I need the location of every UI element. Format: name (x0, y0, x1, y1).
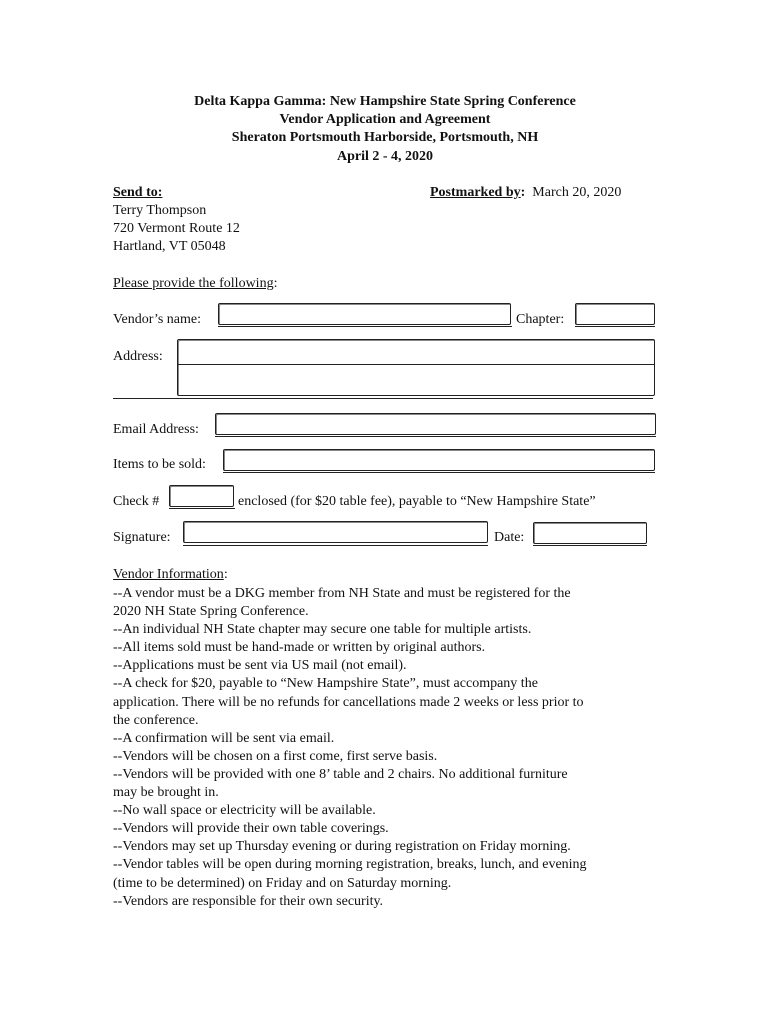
address-underline (113, 398, 653, 399)
header-title: Delta Kappa Gamma: New Hampshire State Spring Conference (194, 94, 576, 109)
vendor-info-line: --Vendors will be provided with one 8’ table and 2 chairs. No additional furniture (113, 766, 568, 782)
signature-underline (183, 545, 488, 546)
vendor-info-line: 2020 NH State Spring Conference. (113, 604, 309, 620)
items-underline (223, 472, 655, 473)
vendor-info-line: --Vendors will provide their own table coverings. (113, 821, 389, 837)
send-to-city: Hartland, VT 05048 (113, 239, 226, 254)
vendor-info-line: --A confirmation will be sent via email. (113, 730, 335, 746)
vendor-info-line: --All items sold must be hand-made or written by original authors. (113, 640, 486, 656)
vendor-info-line: --A check for $20, payable to “New Hampshire State”, must accompany the (113, 676, 538, 692)
send-to-name: Terry Thompson (113, 203, 207, 218)
check-label: Check # (113, 494, 160, 509)
chapter-underline (575, 326, 655, 327)
postmark-label: Postmarked by (430, 185, 521, 200)
vendor-info-line: --No wall space or electricity will be available. (113, 803, 376, 819)
vendor-name-underline (218, 326, 512, 327)
vendor-info-heading (113, 567, 228, 583)
vendor-info-colon: : (223, 567, 228, 582)
vendor-name-field[interactable] (218, 303, 511, 325)
chapter-label: Chapter: (516, 312, 565, 327)
vendor-info-line: --Vendors will be chosen on a first come, first serve basis. (113, 748, 438, 764)
vendor-info-line: --A vendor must be a DKG member from NH State and must be registered for the (113, 586, 571, 601)
vendor-info-line: application. There will be no refunds for cancellations made 2 weeks or less prior to (113, 694, 584, 710)
header-dates: April 2 - 4, 2020 (336, 149, 434, 164)
header-subtitle: Vendor Application and Agreement (279, 112, 491, 127)
vendor-info-line: --An individual NH State chapter may secure one table for multiple artists. (113, 622, 532, 638)
items-field[interactable] (223, 449, 655, 471)
vendor-info-line: the conference. (113, 712, 199, 728)
signature-field[interactable] (183, 521, 488, 543)
instructions-heading (113, 276, 277, 292)
vendor-info-line: --Applications must be sent via US mail (not email). (113, 658, 407, 674)
check-description: enclosed (for $20 table fee), payable to “New Hampshire State” (238, 494, 596, 509)
vendor-info-line: (time to be determined) on Friday and on Saturday morning. (113, 875, 452, 891)
send-to-street: 720 Vermont Route 12 (113, 221, 240, 236)
vendor-info-title: Vendor Information (113, 567, 224, 582)
email-field[interactable] (215, 413, 656, 435)
email-underline (215, 436, 656, 437)
postmark-colon: : (520, 185, 526, 200)
address-field[interactable] (177, 339, 655, 396)
vendor-info-line: may be brought in. (113, 785, 219, 801)
address-label: Address: (113, 349, 163, 364)
header-venue: Sheraton Portsmouth Harborside, Portsmouth, NH (231, 130, 539, 145)
email-label: Email Address: (113, 422, 199, 437)
check-number-field[interactable] (169, 485, 234, 507)
instructions-colon: : (273, 276, 278, 291)
date-underline (533, 545, 647, 546)
vendor-name-label: Vendor’s name: (113, 312, 201, 327)
vendor-info-line: --Vendors are responsible for their own security. (113, 893, 384, 909)
instructions-label: Please provide the following (113, 276, 274, 291)
vendor-info-line: --Vendors may set up Thursday evening or during registration on Friday morning. (113, 839, 571, 855)
postmark-date: March 20, 2020 (532, 185, 622, 200)
address-divider (178, 364, 654, 365)
signature-label: Signature: (113, 530, 171, 545)
items-label: Items to be sold: (113, 457, 206, 472)
chapter-field[interactable] (575, 303, 655, 325)
vendor-info-line: --Vendor tables will be open during morning registration, breaks, lunch, and evening (113, 857, 587, 873)
date-label: Date: (494, 530, 525, 545)
send-to-label: Send to: (113, 185, 163, 200)
date-field[interactable] (533, 522, 647, 544)
postmark-deadline (430, 185, 621, 201)
vendor-info-list (113, 585, 673, 911)
check-underline (169, 508, 235, 509)
